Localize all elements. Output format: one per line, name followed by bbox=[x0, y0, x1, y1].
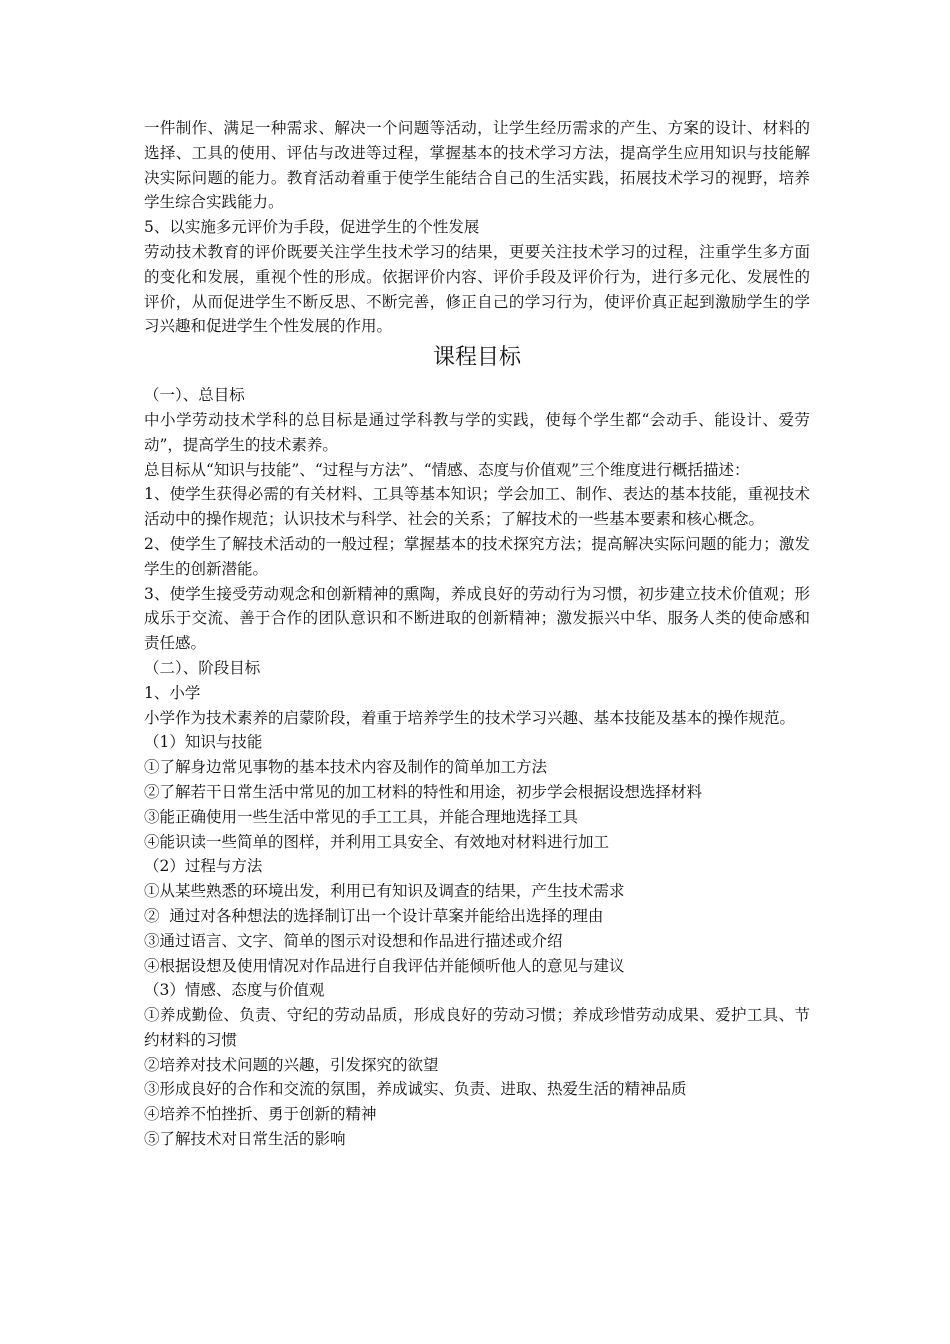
general-goal-item-2: 2、使学生了解技术活动的一般过程；掌握基本的技术探究方法；提高解决实际问题的能力；激发学生的创新潜能。 bbox=[144, 534, 810, 578]
list-item: ③形成良好的合作和交流的氛围，养成诚实、负责、进取、热爱生活的精神品质 bbox=[144, 1080, 687, 1099]
process-methods-heading: （2）过程与方法 bbox=[144, 857, 263, 876]
list-item: ③能正确使用一些生活中常见的手工工具，并能合理地选择工具 bbox=[144, 807, 579, 826]
stage-goal-heading: （二）、阶段目标 bbox=[144, 658, 261, 677]
list-item: ⑤了解技术对日常生活的影响 bbox=[144, 1130, 346, 1149]
list-item: ②了解若干日常生活中常见的加工材料的特性和用途，初步学会根据设想选择材料 bbox=[144, 782, 703, 801]
list-item: ② 通过对各种想法的选择制订出一个设计草案并能给出选择的理由 bbox=[144, 906, 604, 925]
emotion-values-heading: （3）情感、态度与价值观 bbox=[144, 981, 325, 1000]
general-goal-paragraph-1: 中小学劳动技术学科的总目标是通过学科教与学的实践，使每个学生都“会动手、能设计、爱劳动”，提高学生的技术素养。 bbox=[144, 410, 810, 454]
general-goal-item-3: 3、使学生接受劳动观念和创新精神的熏陶，养成良好的劳动行为习惯，初步建立技术价值观；形成乐于交流、善于合作的团队意识和不断进取的创新精神；激发振兴中华、服务人类的使命感和责任感。 bbox=[144, 584, 810, 653]
general-goal-paragraph-2: 总目标从“知识与技能”、“过程与方法”、“情感、态度与价值观”三个维度进行概括描述： bbox=[144, 460, 750, 479]
general-goal-heading: （一）、总目标 bbox=[144, 386, 245, 405]
list-item: ④能识读一些简单的图样，并利用工具安全、有效地对材料进行加工 bbox=[144, 832, 610, 851]
stage-primary-paragraph: 小学作为技术素养的启蒙阶段，着重于培养学生的技术学习兴趣、基本技能及基本的操作规范。 bbox=[144, 708, 796, 727]
document-page bbox=[144, 116, 810, 1152]
list-item: ①从某些熟悉的环境出发，利用已有知识及调查的结果，产生技术需求 bbox=[144, 882, 625, 901]
list-item: ②培养对技术问题的兴趣，引发探究的欲望 bbox=[144, 1055, 439, 1074]
list-item: ①养成勤俭、负责、守纪的劳动品质，形成良好的劳动习惯；养成珍惜劳动成果、爱护工具、节约材料的习惯 bbox=[144, 1006, 810, 1049]
stage-sub-heading-primary: 1、小学 bbox=[144, 683, 201, 702]
section-heading-5: 5、以实施多元评价为手段，促进学生的个性发展 bbox=[144, 218, 480, 237]
list-item: ④根据设想及使用情况对作品进行自我评估并能倾听他人的意见与建议 bbox=[144, 956, 625, 975]
intro-paragraph-2: 劳动技术教育的评价既要关注学生技术学习的结果，更要关注技术学习的过程，注重学生多方面的变化和发展，重视个性的形成。依据评价内容、评价手段及评价行为，进行多元化、发展性的评价，从而促进学生不断反思、不断完善，修正自己的学习行为，使评价真正起到激励学生的学习兴趣和促进学生个性发展的作用。 bbox=[144, 242, 810, 336]
intro-paragraph-1: 一件制作、满足一种需求、解决一个问题等活动，让学生经历需求的产生、方案的设计、材料的选择、工具的使用、评估与改进等过程，掌握基本的技术学习方法，提高学生应用知识与技能解决实际问题的能力。教育活动着重于使学生能结合自己的生活实践，拓展技术学习的视野，培养学生综合实践能力。 bbox=[144, 119, 810, 212]
knowledge-skills-heading: （1）知识与技能 bbox=[144, 733, 263, 752]
list-item: ④培养不怕挫折、勇于创新的精神 bbox=[144, 1105, 377, 1124]
page-title: 课程目标 bbox=[432, 345, 521, 371]
list-item: ③通过语言、文字、简单的图示对设想和作品进行描述或介绍 bbox=[144, 931, 563, 950]
general-goal-item-1: 1、使学生获得必需的有关材料、工具等基本知识；学会加工、制作、表达的基本技能，重视技术活动中的操作规范；认识技术与科学、社会的关系；了解技术的一些基本要素和核心概念。 bbox=[144, 485, 810, 529]
list-item: ①了解身边常见事物的基本技术内容及制作的简单加工方法 bbox=[144, 758, 548, 777]
